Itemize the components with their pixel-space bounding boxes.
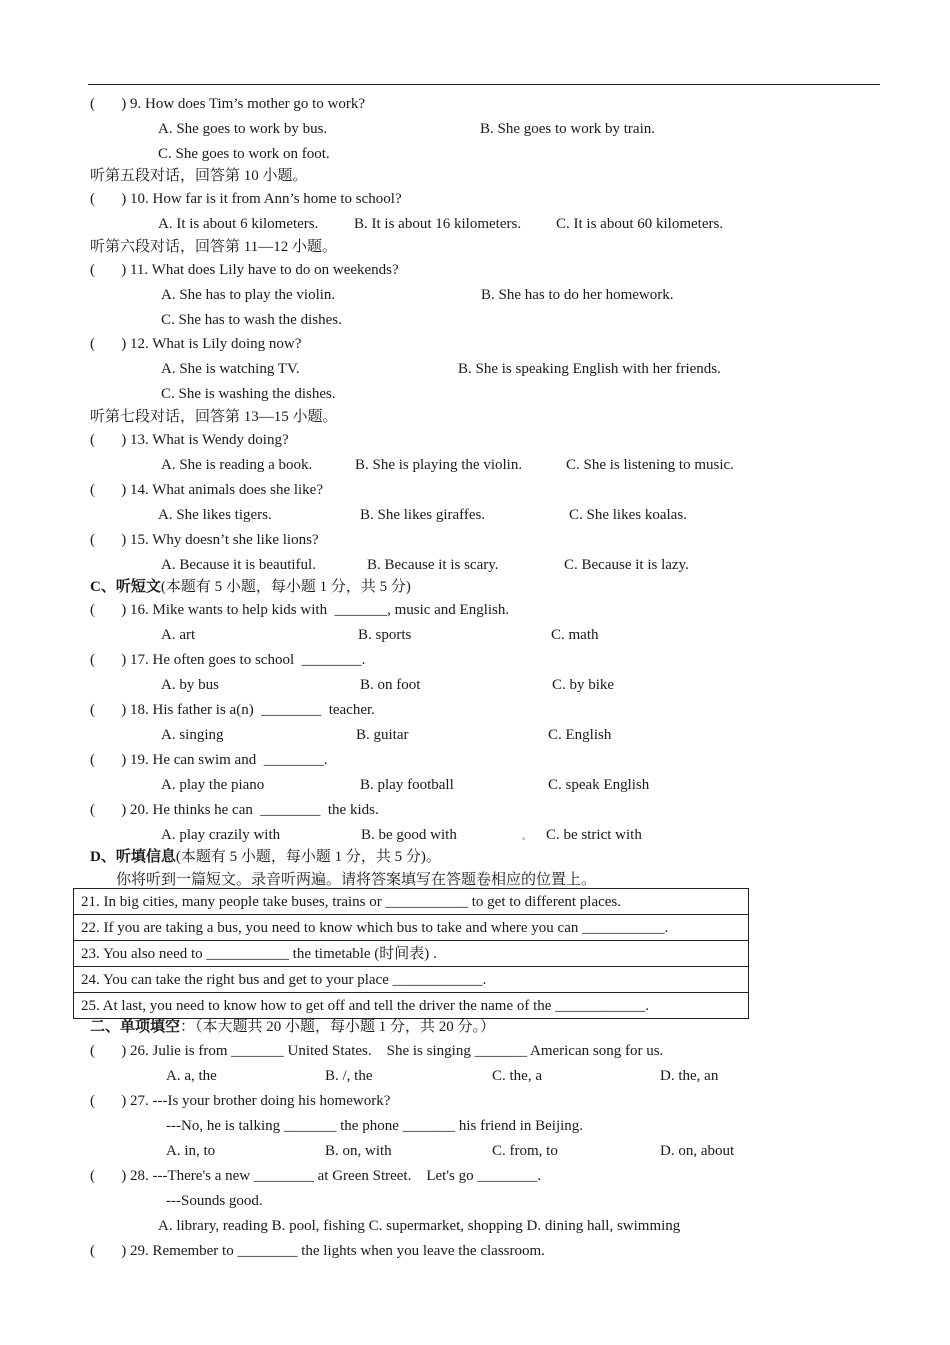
option-17a: A. by bus xyxy=(161,677,219,693)
option-12c: C. She is washing the dishes. xyxy=(161,386,336,402)
option-9b: B. She goes to work by train. xyxy=(480,121,655,137)
section-c-desc: (本题有 5 小题，每小题 1 分，共 5 分) xyxy=(160,579,411,595)
option-27b: B. on, with xyxy=(325,1143,392,1159)
option-13a: A. She is reading a book. xyxy=(161,457,313,473)
option-16c: C. math xyxy=(551,627,599,643)
question-27: ( ) 27. ---Is your brother doing his homework? xyxy=(90,1093,391,1109)
section-d-heading xyxy=(90,847,441,867)
question-18: ( ) 18. His father is a(n) ________ teacher. xyxy=(90,702,375,718)
table-cell-24: 24. You can take the right bus and get to your place ____________. xyxy=(74,967,749,993)
question-16: ( ) 16. Mike wants to help kids with _______, music and English. xyxy=(90,602,510,618)
question-15: ( ) 15. Why doesn’t she like lions? xyxy=(90,532,319,548)
option-9c: C. She goes to work on foot. xyxy=(158,146,330,162)
option-10b: B. It is about 16 kilometers. xyxy=(354,216,522,232)
question-29: ( ) 29. Remember to ________ the lights when you leave the classroom. xyxy=(90,1243,545,1259)
option-26b: B. /, the xyxy=(325,1068,373,1084)
option-18b: B. guitar xyxy=(356,727,409,743)
option-17c: C. by bike xyxy=(552,677,615,693)
option-14a: A. She likes tigers. xyxy=(158,507,272,523)
question-11: ( ) 11. What does Lily have to do on weekends? xyxy=(90,262,399,278)
part-2-title: 二、单项填空 xyxy=(90,1019,181,1035)
option-17b: B. on foot xyxy=(360,677,421,693)
table-row xyxy=(74,967,749,993)
answer-table xyxy=(73,888,749,1019)
table-row xyxy=(74,941,749,967)
question-19: ( ) 19. He can swim and ________. xyxy=(90,752,328,768)
option-27d: D. on, about xyxy=(660,1143,735,1159)
option-9a: A. She goes to work by bus. xyxy=(158,121,328,137)
section-7-instruction: 听第七段对话，回答第 13—15 小题。 xyxy=(90,409,338,425)
question-10: ( ) 10. How far is it from Ann’s home to school? xyxy=(90,191,402,207)
option-19c: C. speak English xyxy=(548,777,650,793)
table-cell-21: 21. In big cities, many people take buses, trains or ___________ to get to different places. xyxy=(74,889,749,915)
table-cell-23: 23. You also need to ___________ the timetable (时间表) . xyxy=(74,941,749,967)
option-27c: C. from, to xyxy=(492,1143,558,1159)
section-d-note: 你将听到一篇短文。录音听两遍。请将答案填写在答题卷相应的位置上。 xyxy=(116,872,597,888)
option-11b: B. She has to do her homework. xyxy=(481,287,674,303)
question-13: ( ) 13. What is Wendy doing? xyxy=(90,432,289,448)
section-5-instruction: 听第五段对话，回答第 10 小题。 xyxy=(90,168,308,184)
part-2-desc: ：（本大题共 20 小题，每小题 1 分，共 20 分。） xyxy=(180,1019,496,1035)
section-d-title: D、听填信息 xyxy=(90,849,176,865)
table-row xyxy=(74,889,749,915)
option-14c: C. She likes koalas. xyxy=(569,507,687,523)
option-26a: A. a, the xyxy=(166,1068,217,1084)
option-11a: A. She has to play the violin. xyxy=(161,287,336,303)
option-10a: A. It is about 6 kilometers. xyxy=(158,216,319,232)
option-26c: C. the, a xyxy=(492,1068,542,1084)
option-12a: A. She is watching TV. xyxy=(161,361,300,377)
section-6-instruction: 听第六段对话，回答第 11—12 小题。 xyxy=(90,239,337,255)
part-2-heading xyxy=(90,1017,495,1037)
option-16b: B. sports xyxy=(358,627,412,643)
question-28: ( ) 28. ---There's a new ________ at Green Street. Let's go ________. xyxy=(90,1168,542,1184)
option-18a: A. singing xyxy=(161,727,224,743)
header-rule xyxy=(88,84,880,85)
option-18c: C. English xyxy=(548,727,612,743)
option-10c: C. It is about 60 kilometers. xyxy=(556,216,724,232)
option-26d: D. the, an xyxy=(660,1068,719,1084)
option-14b: B. She likes giraffes. xyxy=(360,507,486,523)
stray-mark: 。 xyxy=(522,831,532,841)
question-20: ( ) 20. He thinks he can ________ the kids. xyxy=(90,802,379,818)
question-26: ( ) 26. Julie is from _______ United States. She is singing _______ American song for us. xyxy=(90,1043,664,1059)
option-16a: A. art xyxy=(161,627,196,643)
option-19a: A. play the piano xyxy=(161,777,265,793)
option-20c: C. be strict with xyxy=(546,827,642,843)
question-14: ( ) 14. What animals does she like? xyxy=(90,482,323,498)
table-row xyxy=(74,993,749,1019)
option-27a: A. in, to xyxy=(166,1143,216,1159)
option-15b: B. Because it is scary. xyxy=(367,557,499,573)
question-28-line2: ---Sounds good. xyxy=(166,1193,263,1209)
question-12: ( ) 12. What is Lily doing now? xyxy=(90,336,302,352)
section-c-heading xyxy=(90,577,411,597)
option-13b: B. She is playing the violin. xyxy=(355,457,523,473)
section-c-title: C、听短文 xyxy=(90,579,161,595)
table-row xyxy=(74,915,749,941)
option-20a: A. play crazily with xyxy=(161,827,281,843)
option-20b: B. be good with xyxy=(361,827,457,843)
option-19b: B. play football xyxy=(360,777,454,793)
question-17: ( ) 17. He often goes to school ________. xyxy=(90,652,366,668)
option-15a: A. Because it is beautiful. xyxy=(161,557,316,573)
options-28: A. library, reading B. pool, fishing C. supermarket, shopping D. dining hall, swimming xyxy=(158,1218,681,1234)
option-15c: C. Because it is lazy. xyxy=(564,557,689,573)
section-d-desc: (本题有 5 小题，每小题 1 分，共 5 分)。 xyxy=(175,849,441,865)
option-11c: C. She has to wash the dishes. xyxy=(161,312,342,328)
option-13c: C. She is listening to music. xyxy=(566,457,734,473)
table-cell-22: 22. If you are taking a bus, you need to know which bus to take and where you can ___________. xyxy=(74,915,749,941)
table-cell-25: 25. At last, you need to know how to get off and tell the driver the name of the ____________. xyxy=(74,993,749,1019)
question-27-line2: ---No, he is talking _______ the phone _______ his friend in Beijing. xyxy=(166,1118,584,1134)
option-12b: B. She is speaking English with her friends. xyxy=(458,361,721,377)
question-9: ( ) 9. How does Tim’s mother go to work? xyxy=(90,96,365,112)
